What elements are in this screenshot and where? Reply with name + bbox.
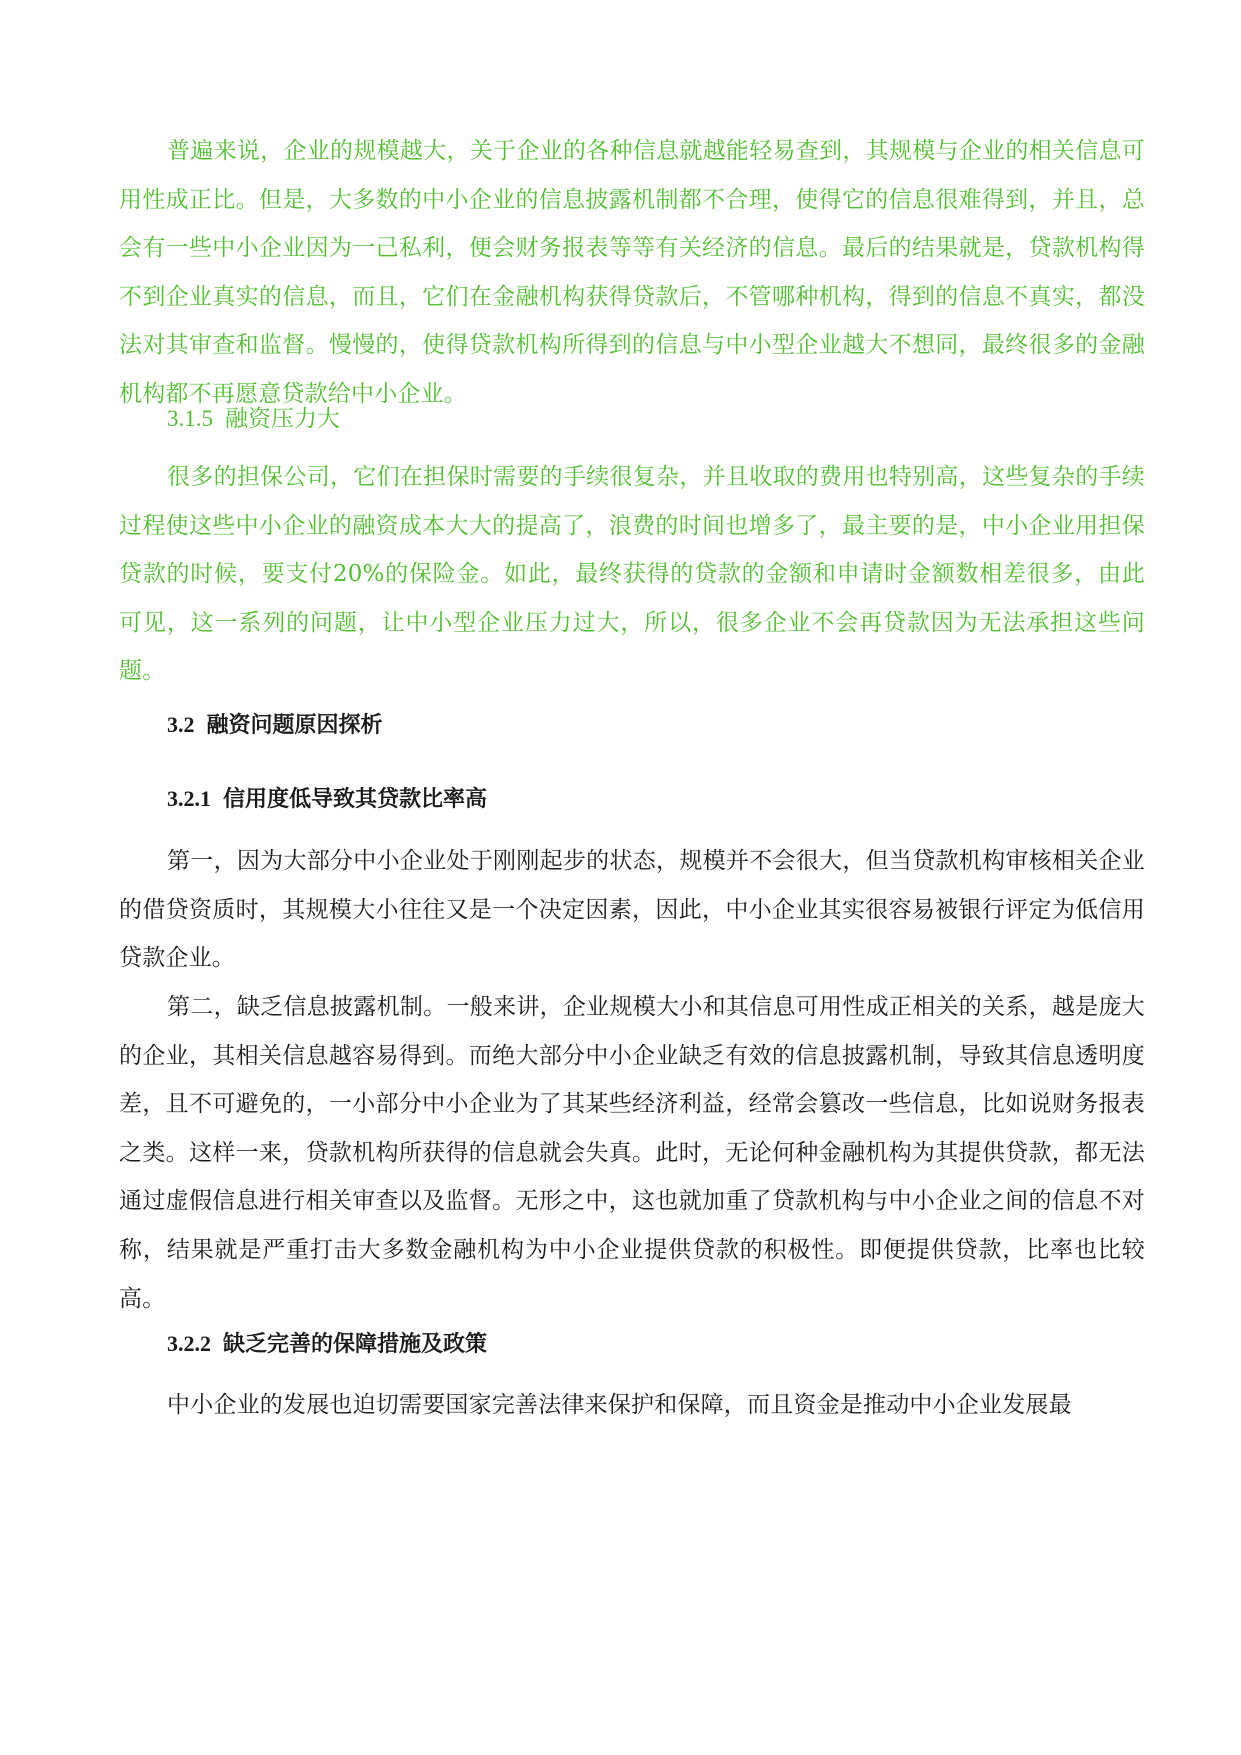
section-number: 3.2 <box>167 712 195 737</box>
section-number: 3.2.2 <box>167 1331 211 1356</box>
paragraph-first-reason: 第一，因为大部分中小企业处于刚刚起步的状态，规模并不会很大，但当贷款机构审核相关企业的借贷资质时，其规模大小往往又是一个决定因素，因此，中小企业其实很容易被银行评定为低信用贷款企业。 <box>119 848 1145 972</box>
section-number: 3.2.1 <box>167 786 211 811</box>
paragraph-financing-pressure: 很多的担保公司，它们在担保时需要的手续很复杂，并且收取的费用也特别高，这些复杂的手续过程使这些中小企业的融资成本大大的提高了，浪费的时间也增多了，最主要的是，中小企业用担保贷款的时候，要支付20%的保险金。如此，最终获得的贷款的金额和申请时金额数相差很多，由此可见，这一系列的问题，让中小型企业压力过大，所以，很多企业不会再贷款因为无法承担这些问题。 <box>119 464 1145 685</box>
section-title: 融资问题原因探析 <box>206 713 383 738</box>
section-title: 信用度低导致其贷款比率高 <box>223 787 488 812</box>
paragraph-legal-protection: 中小企业的发展也迫切需要国家完善法律来保护和保障，而且资金是推动中小企业发展最 <box>167 1392 1072 1418</box>
section-heading-3-2-2 <box>167 1329 487 1360</box>
subsection-heading-3-1-5 <box>167 404 340 434</box>
subsection-title: 融资压力大 <box>225 406 340 432</box>
section-heading-3-2 <box>167 710 383 741</box>
paragraph-information-disclosure: 普遍来说，企业的规模越大，关于企业的各种信息就越能轻易查到，其规模与企业的相关信息可用性成正比。但是，大多数的中小企业的信息披露机制都不合理，使得它的信息很难得到，并且，总会有一些中小企业因为一己私利，便会财务报表等等有关经济的信息。最后的结果就是，贷款机构得不到企业真实的信息，而且，它们在金融机构获得贷款后，不管哪种机构，得到的信息不真实，都没法对其审查和监督。慢慢的，使得贷款机构所得到的信息与中小型企业越大不想同，最终很多的金融机构都不再愿意贷款给中小企业。 <box>119 138 1145 407</box>
paragraph-second-reason: 第二，缺乏信息披露机制。一般来讲，企业规模大小和其信息可用性成正相关的关系，越是庞大的企业，其相关信息越容易得到。而绝大部分中小企业缺乏有效的信息披露机制，导致其信息透明度差，且不可避免的，一小部分中小企业为了其某些经济利益，经常会篡改一些信息，比如说财务报表之类。这样一来，贷款机构所获得的信息就会失真。此时，无论何种金融机构为其提供贷款，都无法通过虚假信息进行相关审查以及监督。无形之中，这也就加重了贷款机构与中小企业之间的信息不对称，结果就是严重打击大多数金融机构为中小企业提供贷款的积极性。即便提供贷款，比率也比较高。 <box>119 994 1145 1312</box>
section-title: 缺乏完善的保障措施及政策 <box>223 1332 488 1357</box>
section-heading-3-2-1 <box>167 784 487 815</box>
subsection-number: 3.1.5 <box>167 406 213 431</box>
